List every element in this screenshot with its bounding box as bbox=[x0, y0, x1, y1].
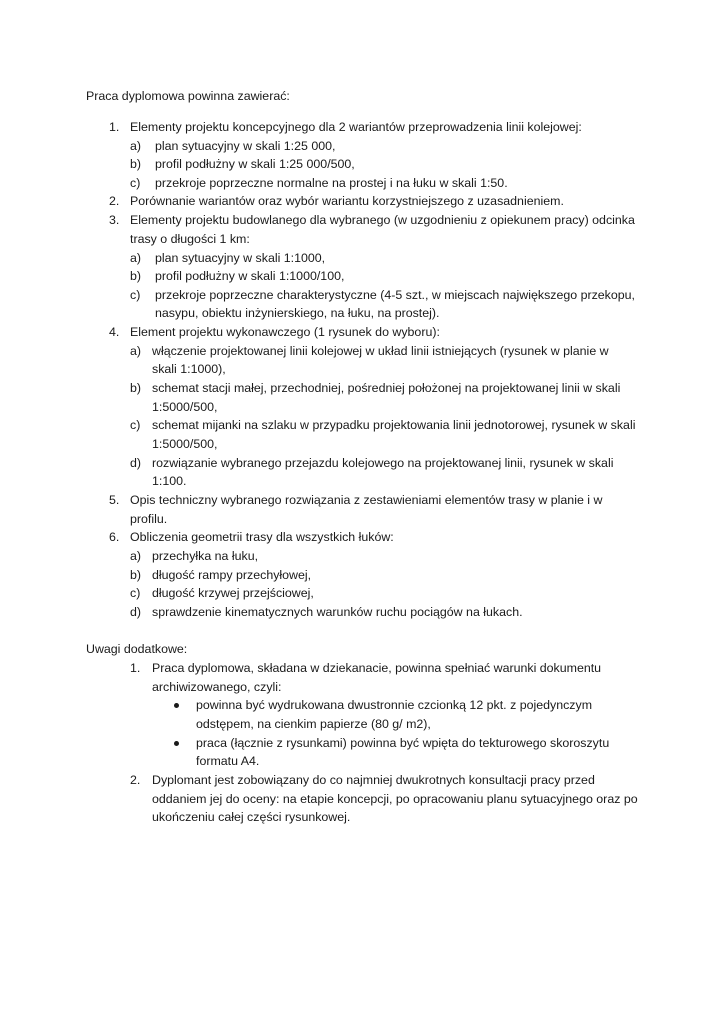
item-3-text-line-2: trasy o długości 1 km: bbox=[130, 232, 250, 246]
item-6d-letter: d) bbox=[130, 605, 142, 619]
note-2-text-line-1: Dyplomant jest zobowiązany do co najmniej dwukrotnych konsultacji pracy przed bbox=[152, 773, 595, 787]
item-4a-letter: a) bbox=[130, 344, 142, 358]
item-4c-letter: c) bbox=[130, 418, 141, 432]
item-2-text: Porównanie wariantów oraz wybór wariantu korzystniejszego z uzasadnieniem. bbox=[130, 194, 564, 208]
note-1-text-line-1: Praca dyplomowa, składana w dziekanacie, powinna spełniać warunki dokumentu bbox=[152, 661, 602, 675]
bullet-dot-2 bbox=[174, 741, 179, 746]
item-4a-text-line-1: włączenie projektowanej linii kolejowej w układ linii istniejących (rysunek w planie w bbox=[152, 344, 609, 358]
item-3c-letter: c) bbox=[130, 288, 141, 302]
item-6c-letter: c) bbox=[130, 586, 141, 600]
item-6b-text: długość rampy przechyłowej, bbox=[152, 568, 312, 582]
item-4d-letter: d) bbox=[130, 456, 142, 470]
item-1b-text: profil podłużny w skali 1:25 000/500, bbox=[155, 157, 355, 171]
note-1-bullet-2-line-2: formatu A4. bbox=[196, 754, 260, 768]
item-4b-letter: b) bbox=[130, 381, 142, 395]
item-4c-text-line-2: 1:5000/500, bbox=[152, 437, 218, 451]
item-3-text-line-1: Elementy projektu budowlanego dla wybranego (w uzgodnieniu z opiekunem pracy) odcinka bbox=[130, 213, 635, 227]
item-3-number: 3. bbox=[109, 213, 120, 227]
note-1-text-line-2: archiwizowanego, czyli: bbox=[152, 680, 282, 694]
item-3c-text-line-1: przekroje poprzeczne charakterystyczne (4-5 szt., w miejscach największego przekopu, bbox=[155, 288, 635, 302]
item-6a-letter: a) bbox=[130, 549, 142, 563]
item-6c-text: długość krzywej przejściowej, bbox=[152, 586, 314, 600]
item-3b-letter: b) bbox=[130, 269, 142, 283]
item-5-number: 5. bbox=[109, 493, 120, 507]
item-2-number: 2. bbox=[109, 194, 120, 208]
item-1b-letter: b) bbox=[130, 157, 142, 171]
item-3a-text: plan sytuacyjny w skali 1:1000, bbox=[155, 251, 326, 265]
item-4b-text-line-2: 1:5000/500, bbox=[152, 400, 218, 414]
note-2-number: 2. bbox=[130, 773, 141, 787]
item-6-text: Obliczenia geometrii trasy dla wszystkich łuków: bbox=[130, 530, 394, 544]
item-6-number: 6. bbox=[109, 530, 120, 544]
note-1-bullet-1-line-1: powinna być wydrukowana dwustronnie czcionką 12 pkt. z pojedynczym bbox=[196, 698, 593, 712]
item-4-number: 4. bbox=[109, 325, 120, 339]
item-1a-text: plan sytuacyjny w skali 1:25 000, bbox=[155, 139, 336, 153]
note-1-bullet-2-line-1: praca (łącznie z rysunkami) powinna być wpięta do tekturowego skoroszytu bbox=[196, 736, 610, 750]
item-1-number: 1. bbox=[109, 120, 120, 134]
note-2-text-line-3: ukończeniu całej części rysunkowej. bbox=[152, 810, 351, 824]
note-1-bullet-1-line-2: odstępem, na cienkim papierze (80 g/ m2), bbox=[196, 717, 431, 731]
item-6b-letter: b) bbox=[130, 568, 142, 582]
item-3b-text: profil podłużny w skali 1:1000/100, bbox=[155, 269, 345, 283]
intro-heading: Praca dyplomowa powinna zawierać: bbox=[86, 89, 290, 103]
notes-heading: Uwagi dodatkowe: bbox=[86, 642, 188, 656]
item-1c-text: przekroje poprzeczne normalne na prostej i na łuku w skali 1:50. bbox=[155, 176, 508, 190]
item-3a-letter: a) bbox=[130, 251, 142, 265]
item-4d-text-line-1: rozwiązanie wybranego przejazdu kolejowego na projektowanej linii, rysunek w skali bbox=[152, 456, 614, 470]
item-4-text: Element projektu wykonawczego (1 rysunek do wyboru): bbox=[130, 325, 440, 339]
item-1a-letter: a) bbox=[130, 139, 142, 153]
item-4a-text-line-2: skali 1:1000), bbox=[152, 362, 226, 376]
item-6d-text: sprawdzenie kinematycznych warunków ruchu pociągów na łukach. bbox=[152, 605, 523, 619]
item-5-text-line-2: profilu. bbox=[130, 512, 168, 526]
item-4d-text-line-2: 1:100. bbox=[152, 474, 187, 488]
note-1-number: 1. bbox=[130, 661, 141, 675]
item-5-text-line-1: Opis techniczny wybranego rozwiązania z zestawieniami elementów trasy w planie i w bbox=[130, 493, 603, 507]
item-1-text: Elementy projektu koncepcyjnego dla 2 wariantów przeprowadzenia linii kolejowej: bbox=[130, 120, 582, 134]
item-4c-text-line-1: schemat mijanki na szlaku w przypadku projektowania linii jednotorowej, rysunek w skali bbox=[152, 418, 636, 432]
item-3c-text-line-2: nasypu, obiektu inżynierskiego, na łuku, na prostej). bbox=[155, 306, 440, 320]
item-6a-text: przechyłka na łuku, bbox=[152, 549, 259, 563]
item-1c-letter: c) bbox=[130, 176, 141, 190]
bullet-dot-1 bbox=[174, 703, 179, 708]
item-4b-text-line-1: schemat stacji małej, przechodniej, pośredniej położonej na projektowanej linii w skali bbox=[152, 381, 621, 395]
note-2-text-line-2: oddaniem jej do oceny: na etapie koncepcji, po opracowaniu planu sytuacyjnego oraz po bbox=[152, 792, 638, 806]
